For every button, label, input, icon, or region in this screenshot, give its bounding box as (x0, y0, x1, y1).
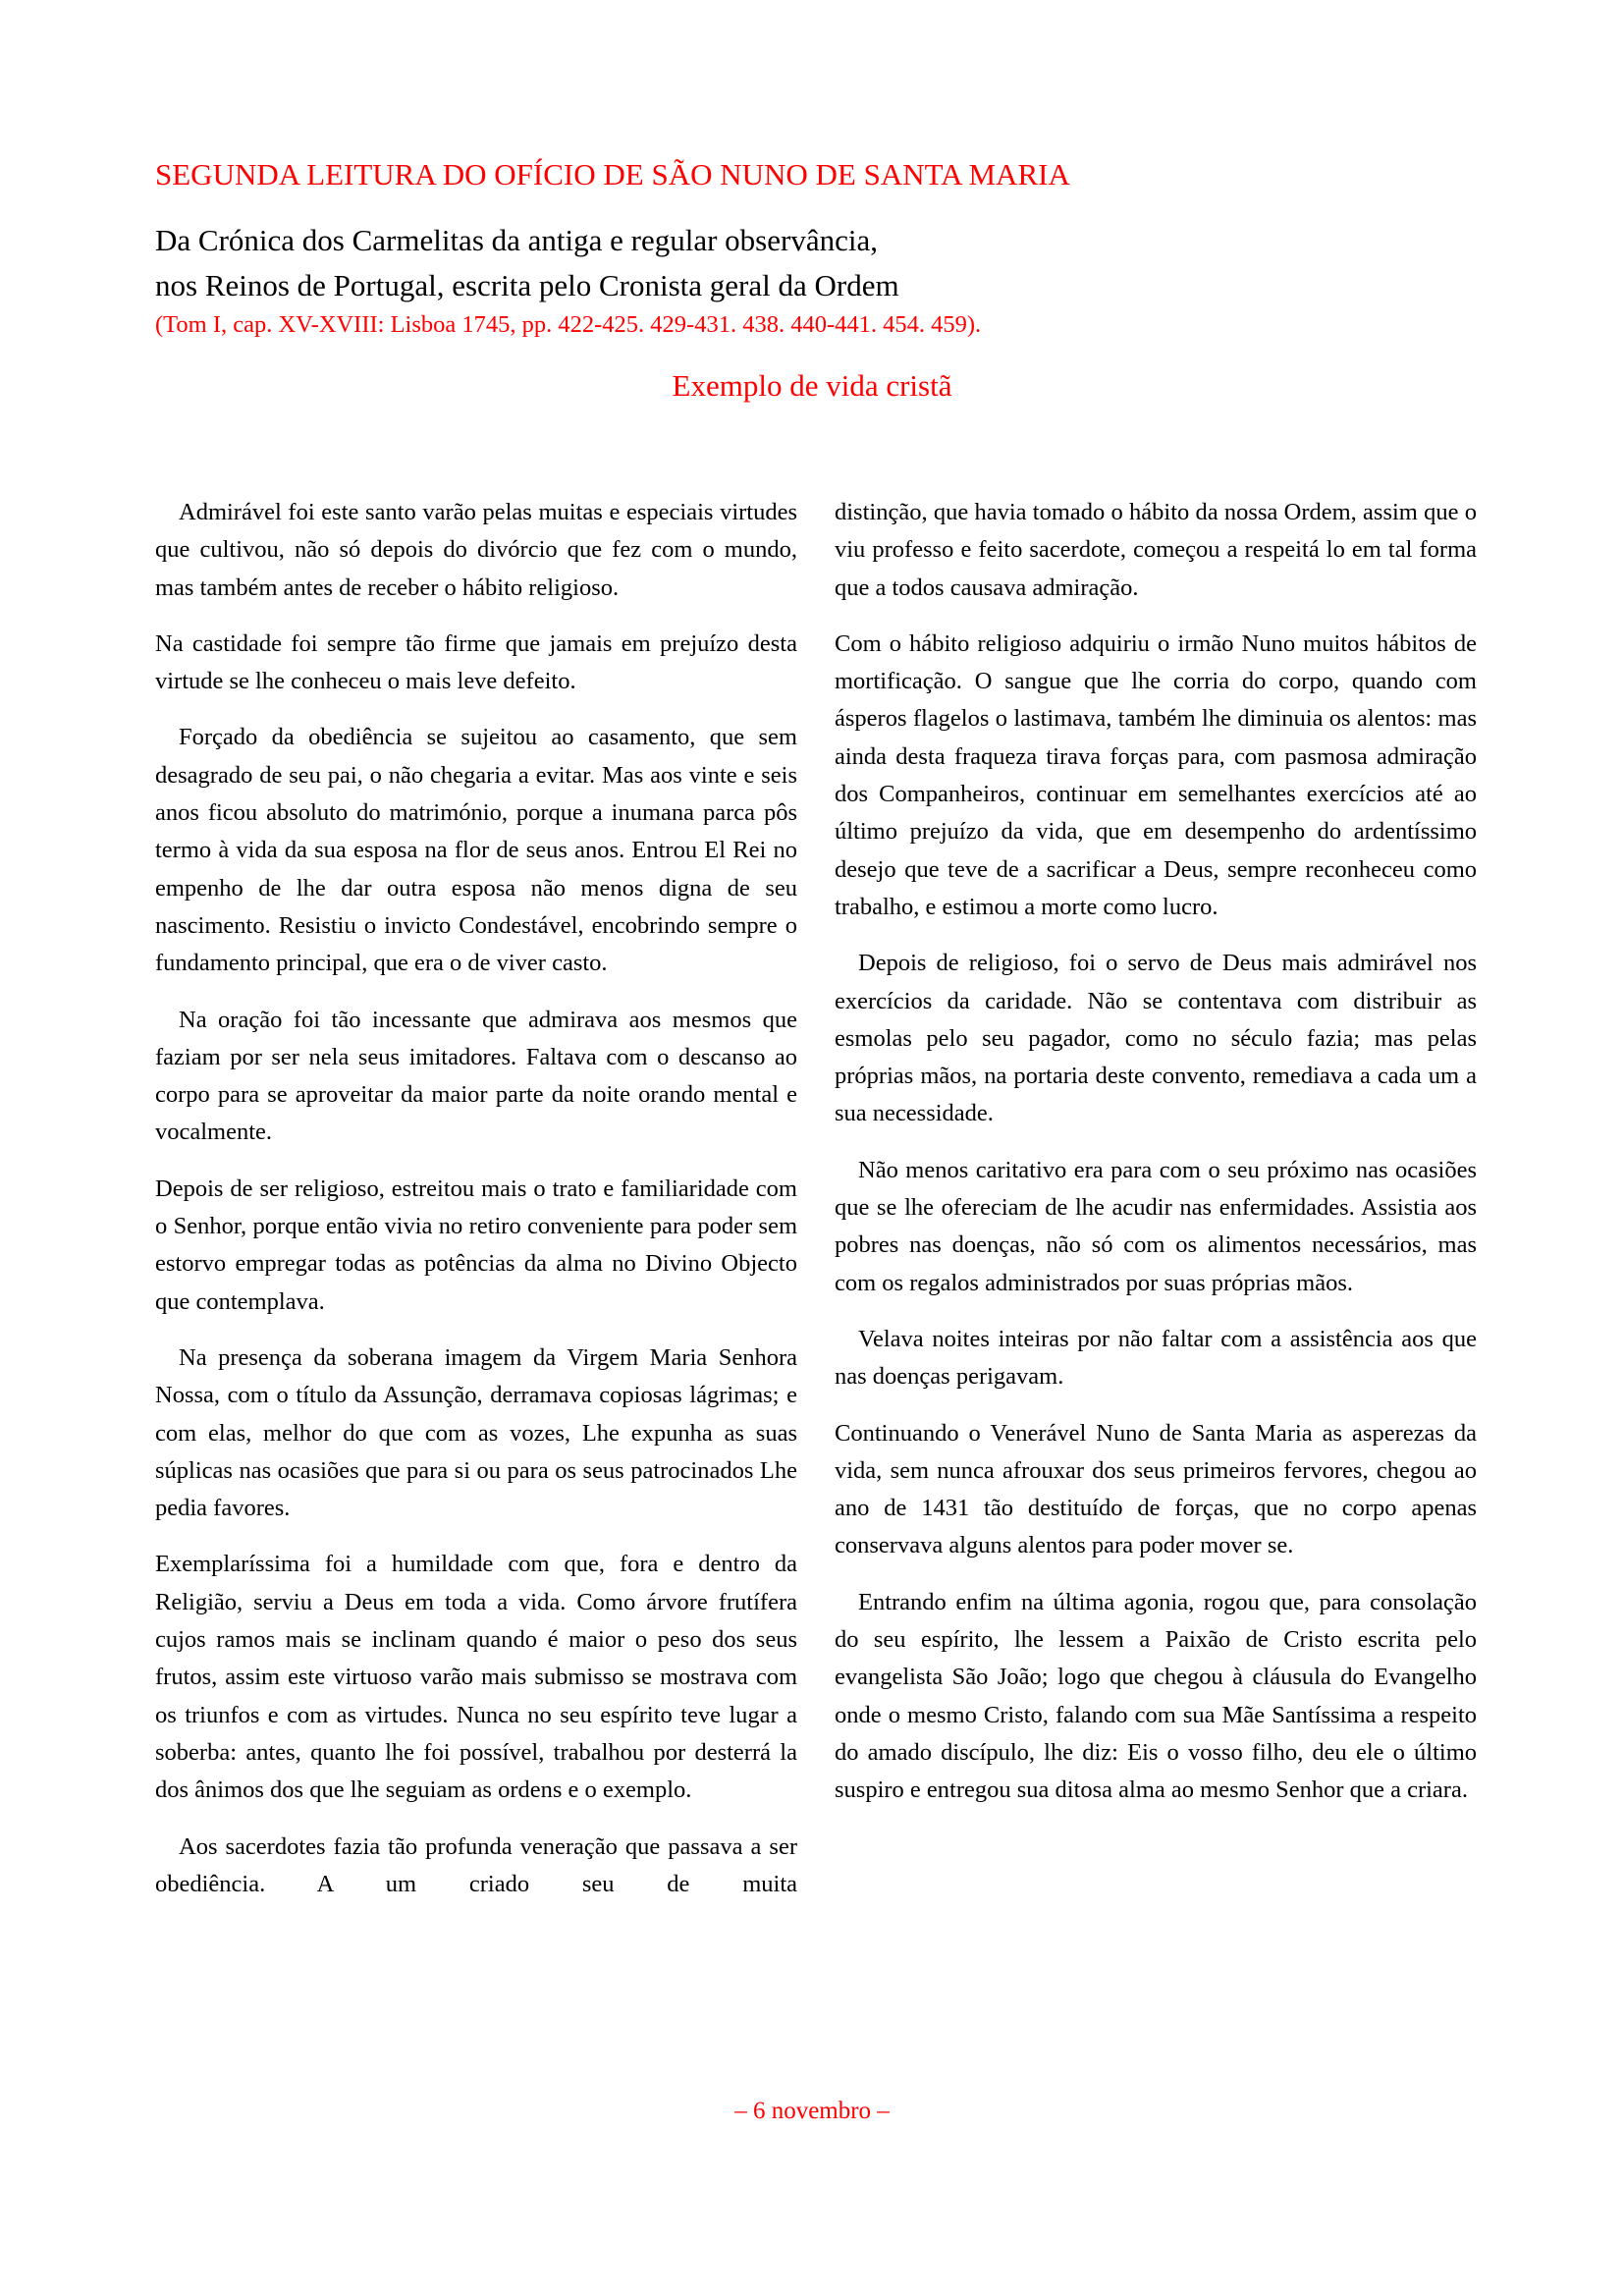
paragraph-continuation: distinção, que havia tomado o hábito da nossa Ordem, assim que o viu professo e feito sacerdote, começou a respeitá lo em tal forma que a todos causava admiração. (835, 499, 1477, 601)
paragraph: Com o hábito religioso adquiriu o irmão Nuno muitos hábitos de mortificação. O sangue que lhe corria do corpo, quando com ásperos flagelos o lastimava, também lhe diminuia os alentos: mas ainda desta fraqueza tirava forças para, com pasmosa admiração dos Companheiros, continuar em semelhantes exercícios até ao último prejuízo da vida, que em desempenho do ardentíssimo desejo que teve de a sacrificar a Deus, sempre reconheceu como trabalho, e estimou a morte como lucro. (835, 629, 1477, 920)
paragraph: Exemplaríssima foi a humildade com que, fora e dentro da Religião, serviu a Deus em toda a vida. Como árvore frutífera cujos ramos mais se inclinam quando é maior o peso dos seus frutos, assim este virtuoso varão mais submisso se mostrava com os triunfos e com as virtudes. Nunca no seu espírito teve lugar a soberba: antes, quanto lhe foi possível, trabalhou por desterrá la dos ânimos dos que lhe seguiam as ordens e o exemplo. (155, 1551, 797, 1804)
paragraph: Na oração foi tão incessante que admirava aos mesmos que faziam por ser nela seus imitadores. Faltava com o descanso ao corpo para se aproveitar da maior parte da noite orando mental e vocalmente. (155, 1006, 797, 1146)
section-heading: Exemplo de vida cristã (672, 368, 952, 403)
paragraph-continued: Aos sacerdotes fazia tão profunda veneração que passava a ser obediência. A um criado seu de muita (155, 1832, 797, 1897)
paragraph: Depois de ser religioso, estreitou mais o trato e familiaridade com o Senhor, porque então vivia no retiro conveniente para poder sem estorvo empregar todas as potências da alma no Divino Objecto que contemplava. (155, 1175, 797, 1315)
paragraph: Não menos caritativo era para com o seu próximo nas ocasiões que se lhe ofereciam de lhe acudir nas enfermidades. Assistia aos pobres nas doenças, não só com os alimentos necessários, mas com os regalos administrados por suas próprias mãos. (835, 1156, 1477, 1296)
text-column-right (835, 494, 1477, 1829)
subtitle-line-2: nos Reinos de Portugal, escrita pelo Cronista geral da Ordem (155, 268, 899, 302)
document-subtitle (155, 218, 899, 308)
paragraph: Forçado da obediência se sujeitou ao casamento, que sem desagrado de seu pai, o não chegaria a evitar. Mas aos vinte e seis anos ficou absoluto do matrimónio, porque a inumana parca pôs termo à vida da sua esposa na flor de seus anos. Entrou El Rei no empenho de lhe dar outra esposa não menos digna de seu nascimento. Resistiu o invicto Condestável, encobrindo sempre o fundamento principal, que era o de viver casto. (155, 724, 797, 977)
document-title: SEGUNDA LEITURA DO OFÍCIO DE SÃO NUNO DE SANTA MARIA (155, 157, 1070, 191)
subtitle-line-1: Da Crónica dos Carmelitas da antiga e regular observância, (155, 223, 878, 257)
source-reference: (Tom I, cap. XV-XVIII: Lisboa 1745, pp. 422-425. 429-431. 438. 440-441. 454. 459). (155, 311, 982, 338)
page-footer-date: – 6 novembro – (734, 2098, 890, 2124)
text-column-left (155, 494, 797, 1922)
paragraph: Entrando enfim na última agonia, rogou que, para consolação do seu espírito, lhe lessem a Paixão de Cristo escrita pelo evangelista São João; logo que chegou à cláusula do Evangelho onde o mesmo Cristo, falando com sua Mãe Santíssima a respeito do amado discípulo, lhe diz: Eis o vosso filho, deu ele o último suspiro e entregou sua ditosa alma ao mesmo Senhor que a criara. (835, 1588, 1477, 1804)
paragraph: Depois de religioso, foi o servo de Deus mais admirável nos exercícios da caridade. Não se contentava com distribuir as esmolas pelo seu pagador, como no século fazia; mas pelas próprias mãos, na portaria deste convento, remediava a cada um a sua necessidade. (835, 950, 1477, 1127)
paragraph: Admirável foi este santo varão pelas muitas e especiais virtudes que cultivou, não só depois do divórcio que fez com o mundo, mas também antes de receber o hábito religioso. (155, 499, 797, 601)
paragraph: Continuando o Venerável Nuno de Santa Maria as asperezas da vida, sem nunca afrouxar dos seus primeiros fervores, chegou ao ano de 1431 tão destituído de forças, que no corpo apenas conservava alguns alentos para poder mover se. (835, 1419, 1477, 1559)
paragraph: Na castidade foi sempre tão firme que jamais em prejuízo desta virtude se lhe conheceu o mais leve defeito. (155, 629, 797, 695)
paragraph: Na presença da soberana imagem da Virgem Maria Senhora Nossa, com o título da Assunção, derramava copiosas lágrimas; e com elas, melhor do que com as vozes, Lhe expunha as suas súplicas nas ocasiões que para si ou para os seus patrocinados Lhe pedia favores. (155, 1343, 797, 1522)
paragraph: Velava noites inteiras por não faltar com a assistência aos que nas doenças perigavam. (835, 1325, 1477, 1391)
